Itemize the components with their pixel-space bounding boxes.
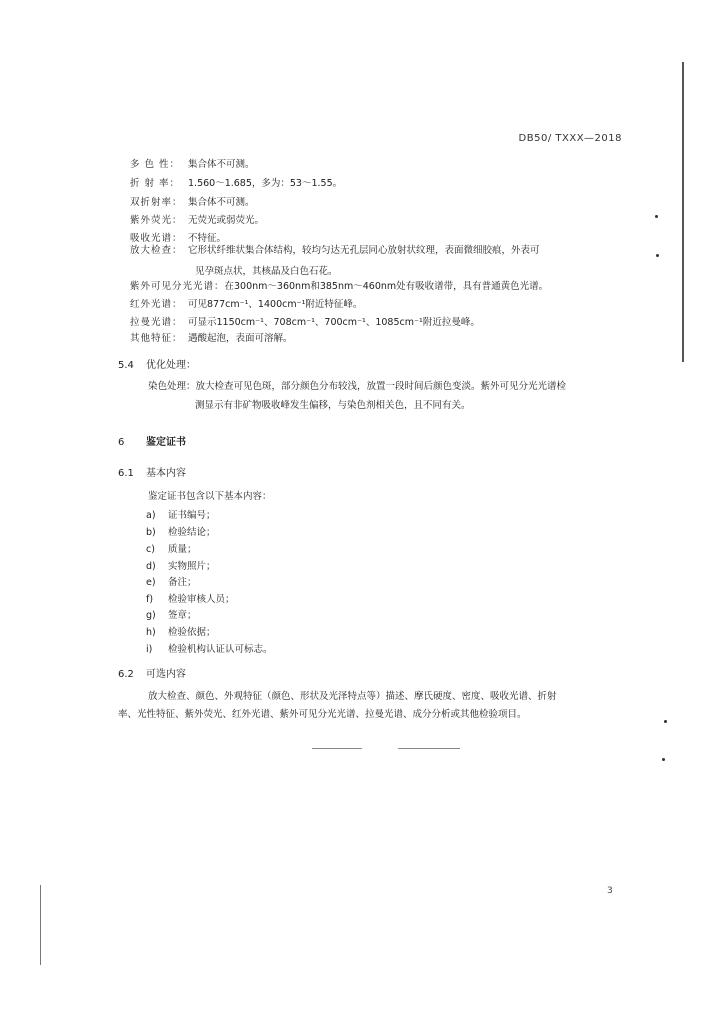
list-text: 检验机构认证认可标志。 [168, 644, 273, 655]
list-item [146, 558, 216, 572]
property-value: 集合体不可测。 [188, 197, 255, 208]
list-text: 检验审核人员； [168, 594, 235, 605]
section-title: 优化处理： [146, 360, 196, 371]
list-text: 检验依据； [168, 627, 216, 638]
property-label: 多 色 性： [130, 159, 181, 170]
list-item [146, 541, 197, 555]
property-label: 放大检查： [130, 245, 183, 256]
list-marker: h) [146, 627, 156, 638]
list-item [146, 507, 216, 521]
scan-speck [655, 215, 658, 218]
list-text: 证书编号； [168, 510, 216, 521]
scan-speck [662, 758, 665, 761]
list-marker: f) [146, 594, 154, 605]
list-item [146, 641, 273, 655]
list-item [146, 524, 216, 538]
property-label: 其他特征： [130, 333, 183, 344]
property-raman-spectrum [130, 316, 480, 330]
property-value: 集合体不可测。 [188, 159, 255, 170]
page-number: 3 [607, 886, 613, 896]
list-marker: e) [146, 577, 156, 588]
section-number: 6.1 [118, 468, 134, 479]
dyeing-treatment-line-2: 测显示有非矿物吸收峰发生偏移，与染色剂相关色，且不同有关。 [195, 400, 471, 411]
optional-content-line-2: 率、光性特征、紫外荧光、红外光谱、紫外可见分光光谱、拉曼光谱、成分分析或其他检验项目。 [118, 709, 527, 720]
property-value: 它形状纤维状集合体结构，较均匀达无孔层同心放射状纹理，表面微细胶痕，外表可 [188, 245, 540, 256]
section-number: 6.2 [118, 669, 134, 680]
section-5-4-heading [118, 356, 196, 371]
section-6-2-heading [118, 665, 186, 680]
property-uv-vis-spectrum [130, 280, 548, 294]
property-value: 不特征。 [188, 233, 227, 244]
section-6-heading [118, 433, 186, 448]
list-item [146, 624, 216, 638]
dyeing-treatment-text: 放大检查可见色斑，部分颜色分布较浅，放置一段时间后颜色变淡。紫外可见分光光谱检 [195, 381, 567, 392]
property-pleochroism [130, 158, 255, 172]
section-number: 6 [118, 437, 125, 448]
list-marker: c) [146, 544, 155, 555]
section-number: 5.4 [118, 360, 134, 371]
list-text: 签章； [168, 610, 197, 621]
property-value: 可见877cm⁻¹、1400cm⁻¹附近特征峰。 [188, 299, 363, 310]
property-magnification [130, 244, 540, 258]
end-rule-right [398, 748, 460, 749]
list-marker: d) [146, 561, 156, 572]
property-refractive-index [130, 177, 342, 191]
property-label: 折 射 率： [130, 178, 181, 189]
property-label: 拉曼光谱： [130, 317, 183, 328]
list-text: 质量； [168, 544, 197, 555]
property-magnification-continued: 见孕斑点状，其核晶及白色石花。 [195, 266, 338, 277]
list-marker: g) [146, 610, 156, 621]
list-marker: a) [146, 510, 156, 521]
optional-content-line-1: 放大检查、颜色、外观特征（颜色、形状及光泽特点等）描述、摩氏硬度、密度、吸收光谱、折射 [148, 691, 557, 702]
list-text: 检验结论； [168, 527, 216, 538]
property-value: 遇酸起泡，表面可溶解。 [188, 333, 293, 344]
list-text: 实物照片； [168, 561, 216, 572]
list-item [146, 591, 235, 605]
property-value: 1.560～1.685，多为：53～1.55。 [188, 178, 343, 189]
property-birefringence [130, 196, 255, 210]
list-item [146, 607, 197, 621]
standard-code-header: DB50/ TXXX—2018 [518, 133, 622, 144]
section-6-1-heading [118, 464, 186, 479]
property-value: 可显示1150cm⁻¹、708cm⁻¹、700cm⁻¹、1085cm⁻¹附近拉曼峰。 [188, 317, 480, 328]
property-label: 吸收光谱： [130, 233, 183, 244]
list-marker: b) [146, 527, 156, 538]
property-uv-fluorescence [130, 214, 264, 228]
property-value: 在300nm～360nm和385nm～460nm处有吸收谱带，具有普通黄色光谱。 [224, 281, 549, 292]
scan-speck [664, 720, 667, 723]
section-title: 可选内容 [146, 669, 186, 680]
dyeing-treatment-line-1 [148, 378, 566, 392]
section-title: 鉴定证书 [146, 437, 186, 448]
list-text: 备注； [168, 577, 197, 588]
property-value: 无荧光或弱荧光。 [188, 215, 265, 226]
property-label: 红外光谱： [130, 299, 183, 310]
property-other-features [130, 332, 293, 346]
section-title: 基本内容 [146, 468, 186, 479]
scan-speck [656, 254, 659, 257]
property-infrared-spectrum [130, 298, 362, 312]
scan-edge-right [682, 62, 684, 362]
list-marker: i) [146, 644, 153, 655]
scan-edge-left [40, 885, 41, 965]
list-item [146, 574, 197, 588]
dyeing-treatment-label: 染色处理： [148, 381, 196, 392]
property-label: 双折射率： [130, 197, 183, 208]
property-label: 紫外荧光： [130, 215, 183, 226]
property-label: 紫外可见分光光谱： [130, 281, 225, 292]
end-rule-left [312, 748, 362, 749]
basic-content-intro: 鉴定证书包含以下基本内容： [148, 491, 272, 502]
